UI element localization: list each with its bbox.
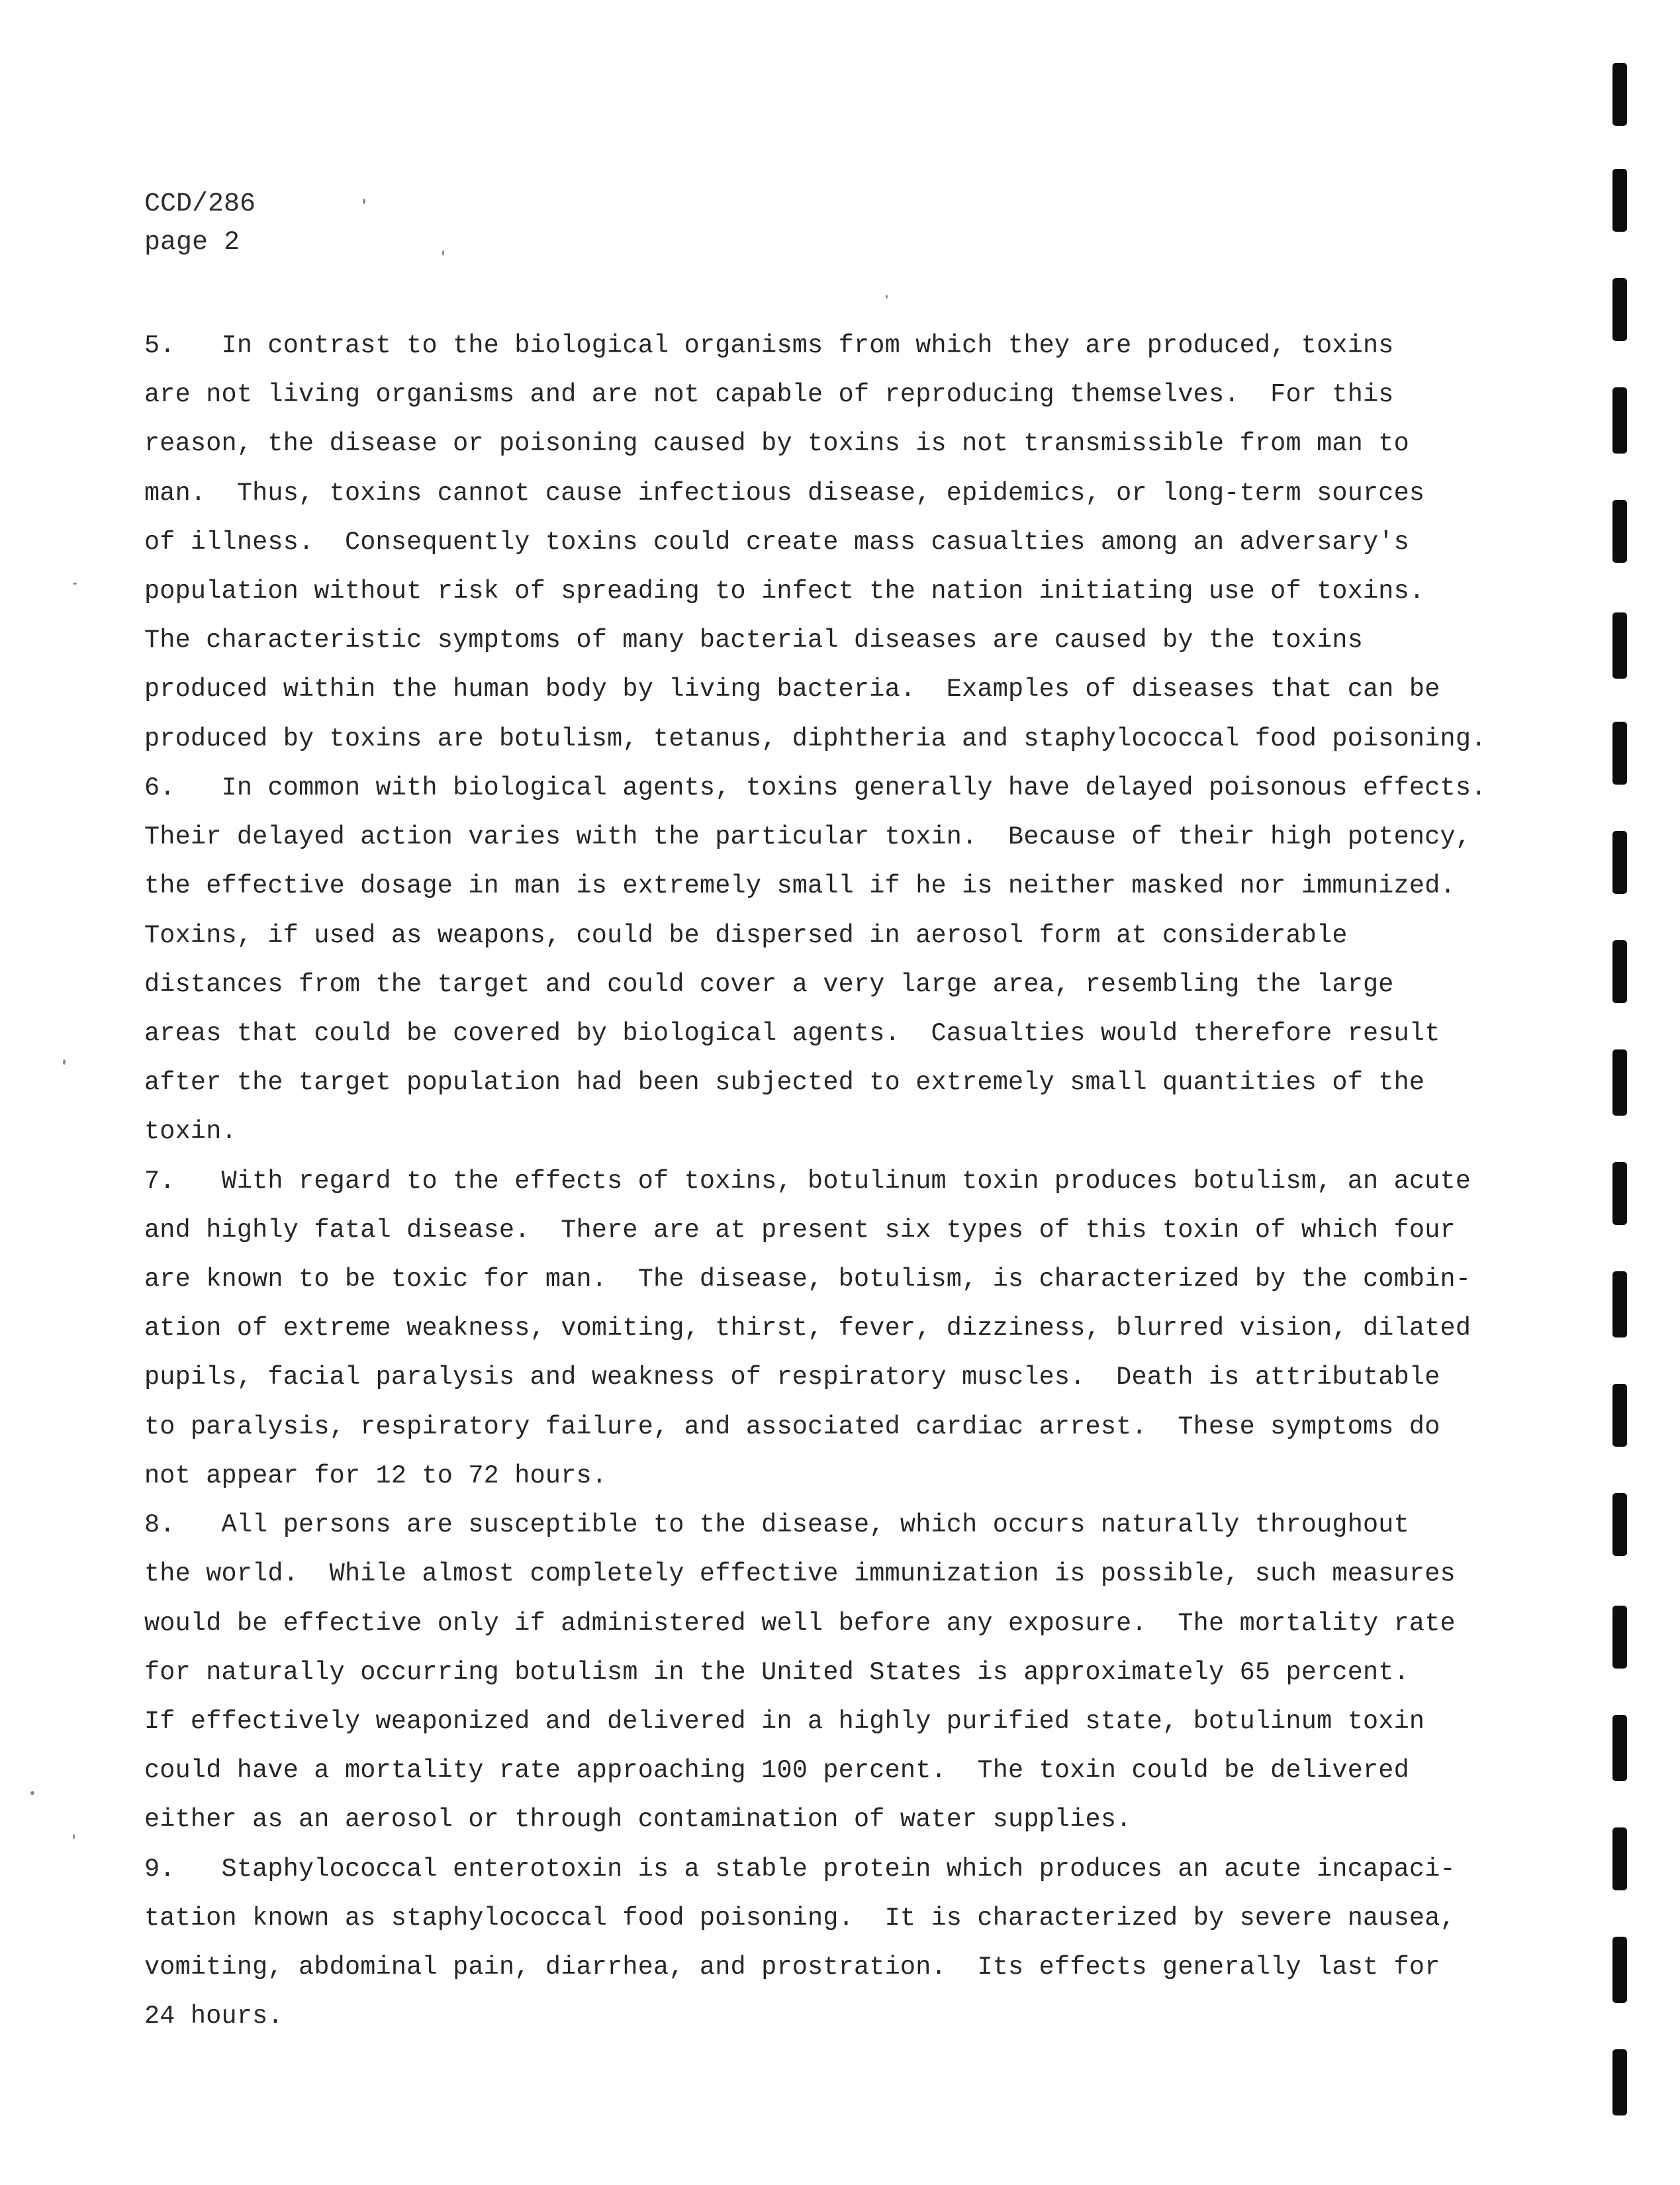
- scan-speck: [73, 1834, 75, 1839]
- text-line: pupils, facial paralysis and weakness of respiratory muscles. Death is attributable: [144, 1363, 1440, 1392]
- text-line: for naturally occurring botulism in the United States is approximately 65 percent.: [144, 1658, 1409, 1687]
- text-line: of illness. Consequently toxins could create mass casualties among an adversary's: [144, 528, 1409, 557]
- scan-speck: [363, 199, 365, 204]
- binding-mark: [1612, 1271, 1627, 1337]
- text-line: the effective dosage in man is extremely small if he is neither masked nor immunized.: [144, 871, 1456, 900]
- text-line: reason, the disease or poisoning caused by toxins is not transmissible from man to: [144, 429, 1409, 458]
- binding-mark: [1612, 1493, 1627, 1556]
- text-line: could have a mortality rate approaching 100 percent. The toxin could be delivered: [144, 1756, 1409, 1785]
- text-line: the world. While almost completely effective immunization is possible, such measures: [144, 1559, 1456, 1588]
- binding-mark: [1612, 2049, 1627, 2115]
- binding-mark: [1612, 1049, 1627, 1116]
- text-line: 6. In common with biological agents, toxins generally have delayed poisonous effects.: [144, 773, 1487, 802]
- text-line: ation of extreme weakness, vomiting, thirst, fever, dizziness, blurred vision, dilated: [144, 1314, 1471, 1343]
- text-line: produced within the human body by living bacteria. Examples of diseases that can be: [144, 675, 1440, 704]
- document-header: [144, 185, 256, 262]
- binding-mark: [1612, 169, 1627, 232]
- text-line: The characteristic symptoms of many bacterial diseases are caused by the toxins: [144, 626, 1363, 655]
- binding-mark: [1612, 1827, 1627, 1890]
- text-line: and highly fatal disease. There are at present six types of this toxin of which four: [144, 1216, 1456, 1245]
- scan-speck: [886, 295, 888, 299]
- text-line: Their delayed action varies with the particular toxin. Because of their high potency,: [144, 822, 1471, 851]
- page-number: page 2: [144, 228, 240, 258]
- binding-mark: [1612, 278, 1627, 341]
- text-line: are known to be toxic for man. The disease, botulism, is characterized by the combin-: [144, 1265, 1471, 1294]
- text-line: 8. All persons are susceptible to the disease, which occurs naturally throughout: [144, 1510, 1409, 1539]
- binding-mark: [1612, 1384, 1627, 1447]
- text-line: toxin.: [144, 1117, 237, 1146]
- binding-mark: [1612, 612, 1627, 679]
- text-line: man. Thus, toxins cannot cause infectious disease, epidemics, or long-term sources: [144, 479, 1425, 508]
- binding-mark: [1612, 1606, 1627, 1669]
- scan-speck: [30, 1791, 34, 1795]
- scan-speck: [442, 250, 444, 256]
- binding-mark: [1612, 500, 1627, 563]
- binding-mark: [1612, 1937, 1627, 2003]
- text-line: vomiting, abdominal pain, diarrhea, and prostration. Its effects generally last for: [144, 1953, 1440, 1982]
- text-line: to paralysis, respiratory failure, and associated cardiac arrest. These symptoms do: [144, 1412, 1440, 1441]
- text-line: Toxins, if used as weapons, could be dispersed in aerosol form at considerable: [144, 921, 1348, 950]
- binding-mark: [1612, 1715, 1627, 1781]
- text-line: are not living organisms and are not capable of reproducing themselves. For this: [144, 380, 1394, 409]
- scan-speck: [63, 1059, 66, 1065]
- text-line: 24 hours.: [144, 2002, 283, 2031]
- binding-mark: [1612, 831, 1627, 894]
- text-line: would be effective only if administered well before any exposure. The mortality rate: [144, 1609, 1456, 1638]
- binding-mark: [1612, 940, 1627, 1003]
- text-line: produced by toxins are botulism, tetanus, diphtheria and staphylococcal food poisoning.: [144, 724, 1487, 753]
- binding-mark: [1612, 387, 1627, 454]
- text-line: either as an aerosol or through contamination of water supplies.: [144, 1805, 1132, 1834]
- binding-mark: [1612, 722, 1627, 785]
- text-line: 5. In contrast to the biological organisms from which they are produced, toxins: [144, 331, 1394, 360]
- binding-mark: [1612, 1162, 1627, 1225]
- text-line: after the target population had been subjected to extremely small quantities of the: [144, 1068, 1425, 1097]
- text-line: tation known as staphylococcal food poisoning. It is characterized by severe nausea,: [144, 1904, 1456, 1933]
- text-line: 7. With regard to the effects of toxins, botulinum toxin produces botulism, an acute: [144, 1167, 1471, 1196]
- document-id: CCD/286: [144, 189, 256, 219]
- text-line: If effectively weaponized and delivered in a highly purified state, botulinum toxin: [144, 1707, 1425, 1736]
- binding-mark: [1612, 63, 1627, 126]
- text-line: not appear for 12 to 72 hours.: [144, 1461, 608, 1490]
- text-line: 9. Staphylococcal enterotoxin is a stable protein which produces an acute incapaci-: [144, 1855, 1456, 1884]
- text-line: population without risk of spreading to infect the nation initiating use of toxins.: [144, 577, 1425, 606]
- scan-speck: [73, 583, 77, 585]
- text-line: areas that could be covered by biological agents. Casualties would therefore result: [144, 1019, 1440, 1048]
- text-line: distances from the target and could cover a very large area, resembling the large: [144, 970, 1394, 999]
